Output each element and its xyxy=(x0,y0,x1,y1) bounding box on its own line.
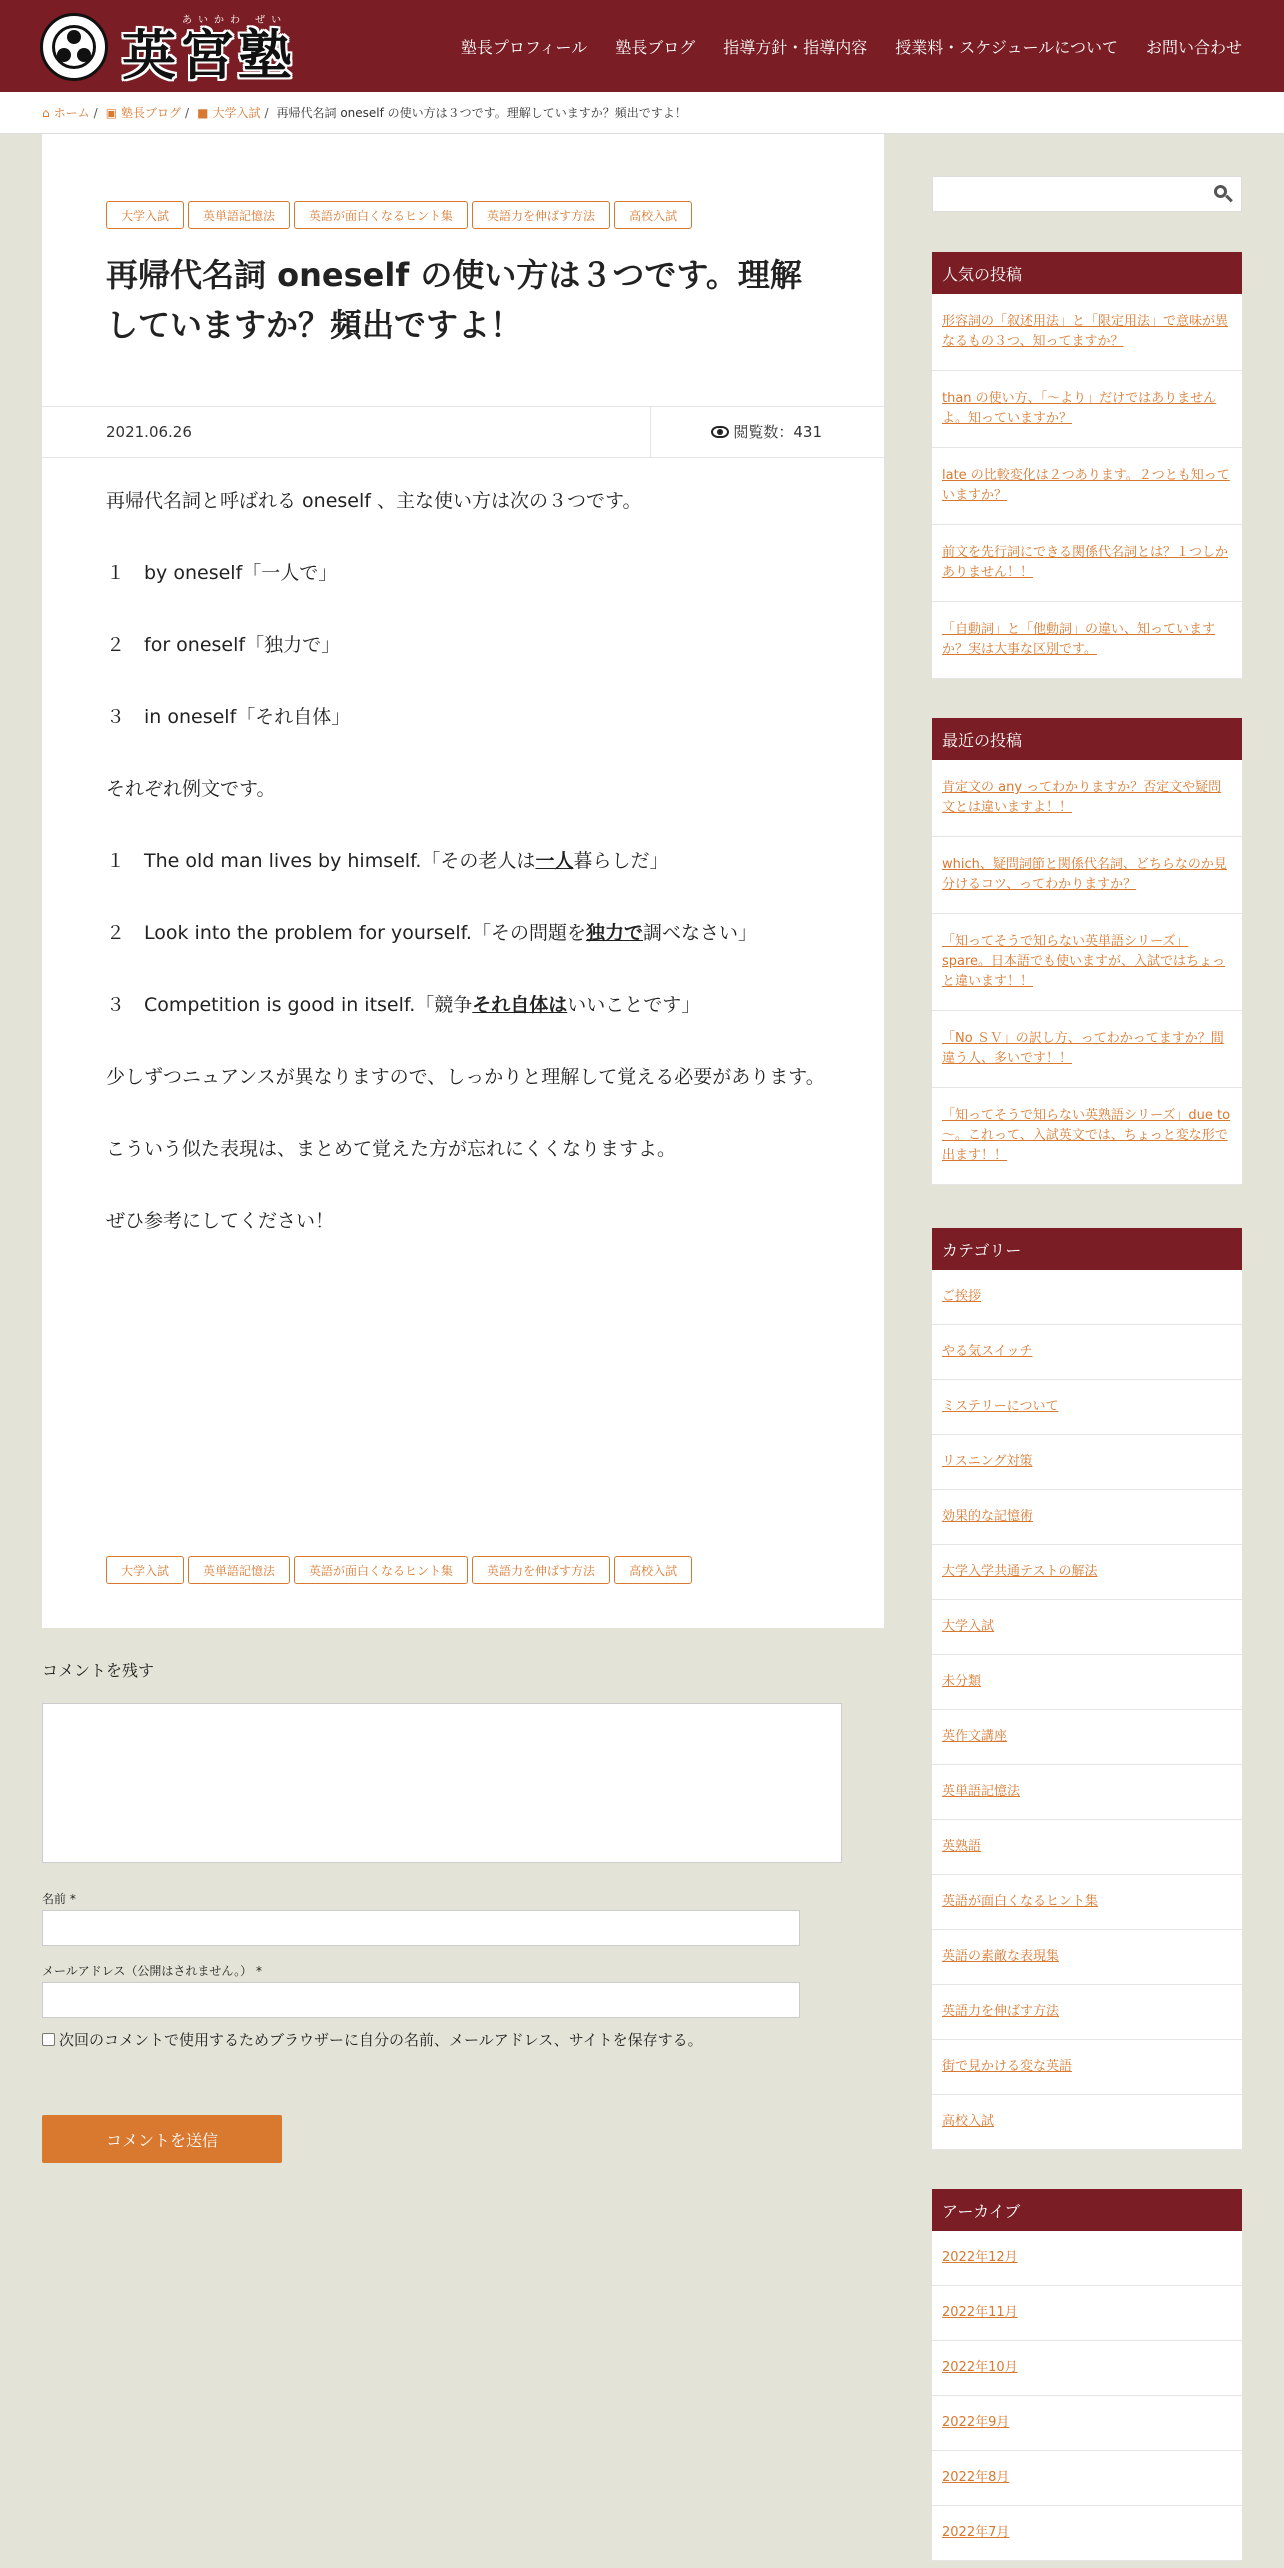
blog-icon: ▣ xyxy=(105,105,118,120)
list-item xyxy=(932,448,1242,525)
category-link[interactable]: 英語の素敵な表現集 xyxy=(942,1949,1060,1964)
widget-title: カテゴリー xyxy=(932,1228,1242,1270)
list-item xyxy=(932,525,1242,602)
post-meta xyxy=(42,406,884,458)
tag-link[interactable]: 高校入試 xyxy=(614,201,692,229)
recent-post-link[interactable]: which、疑問詞節と関係代名詞、どちらなのか見分けるコツ、ってわかりますか？ xyxy=(942,857,1227,892)
recent-posts-widget xyxy=(932,718,1242,1185)
list-item xyxy=(932,2396,1242,2451)
list-item xyxy=(932,2506,1242,2561)
use-item: １ by oneself「一人で」 xyxy=(106,562,338,584)
tag-link[interactable]: 英語が面白くなるヒント集 xyxy=(294,201,468,229)
archive-link[interactable]: 2022年12月 xyxy=(942,2250,1018,2265)
tag-link[interactable]: 高校入試 xyxy=(614,1556,692,1584)
tag-link[interactable]: 英語力を伸ばす方法 xyxy=(472,201,610,229)
list-item xyxy=(932,1875,1242,1930)
tag-link[interactable]: 大学入試 xyxy=(106,1556,184,1584)
site-logo[interactable] xyxy=(40,8,360,86)
list-item xyxy=(932,1270,1242,1325)
popular-post-link[interactable]: 「自動詞」と「他動詞」の違い、知っていますか？実は大事な区別です。 xyxy=(942,622,1216,657)
list-item xyxy=(932,2451,1242,2506)
email-label: メールアドレス（公開はされません。） * xyxy=(42,1964,262,1978)
archive-widget xyxy=(932,2189,1242,2561)
example-item: １ The old man lives by himself.「その老人は一人暮らしだ」 xyxy=(106,850,669,872)
tag-link[interactable]: 英単語記憶法 xyxy=(188,1556,290,1584)
list-item xyxy=(932,1765,1242,1820)
list-item xyxy=(932,1490,1242,1545)
breadcrumb-category[interactable]: ■ 大学入試 xyxy=(197,105,261,120)
nav-profile[interactable]: 塾長プロフィール xyxy=(460,37,588,57)
list-item xyxy=(932,1325,1242,1380)
breadcrumb-home[interactable]: ⌂ ホーム xyxy=(42,105,90,120)
post-paragraph: こういう似た表現は、まとめて覚えた方が忘れにくくなりますよ。 xyxy=(106,1138,677,1160)
recent-post-link[interactable]: 「知ってそうで知らない英単語シリーズ」spare。日本語でも使いますが、入試ではちょっと違います！！ xyxy=(942,934,1226,989)
category-link[interactable]: 高校入試 xyxy=(942,2114,995,2129)
nav-contact[interactable]: お問い合わせ xyxy=(1145,37,1242,57)
breadcrumb-blog[interactable]: ▣ 塾長ブログ xyxy=(105,105,182,120)
folder-icon: ■ xyxy=(197,105,209,120)
list-item xyxy=(932,760,1242,837)
post-paragraph: 少しずつニュアンスが異なりますので、しっかりと理解して覚える必要があります。 xyxy=(106,1066,825,1088)
list-item xyxy=(932,1545,1242,1600)
archive-link[interactable]: 2022年7月 xyxy=(942,2525,1010,2540)
category-link[interactable]: 大学入試 xyxy=(942,1619,995,1634)
view-count: 閲覧数：431 xyxy=(711,421,822,442)
list-item xyxy=(932,2286,1242,2341)
post-tags-bottom xyxy=(106,1556,692,1584)
list-item xyxy=(932,1930,1242,1985)
search-icon[interactable] xyxy=(1214,185,1232,203)
eye-icon xyxy=(711,426,729,438)
site-header xyxy=(0,0,1284,92)
breadcrumb-current: 再帰代名詞 oneself の使い方は３つです。理解していますか？頻出ですよ！ xyxy=(276,106,687,120)
list-item xyxy=(932,2095,1242,2150)
list-item xyxy=(932,1710,1242,1765)
popular-posts-widget xyxy=(932,252,1242,679)
post-article xyxy=(42,134,884,1628)
use-item: ２ for oneself「独力で」 xyxy=(106,634,341,656)
widget-title: アーカイブ xyxy=(932,2189,1242,2231)
cookie-consent xyxy=(42,2029,703,2050)
category-link[interactable]: 効果的な記憶術 xyxy=(942,1509,1034,1524)
tag-link[interactable]: 英単語記憶法 xyxy=(188,201,290,229)
example-item: ３ Competition is good in itself.「競争それ自体はいいことです」 xyxy=(106,994,701,1016)
category-link[interactable]: 英作文講座 xyxy=(942,1729,1008,1744)
recent-post-link[interactable]: 「No ＳＶ」の訳し方、ってわかってますか？間違う人、多いです！！ xyxy=(942,1031,1224,1066)
category-link[interactable]: リスニング対策 xyxy=(942,1454,1033,1469)
category-link[interactable]: 未分類 xyxy=(942,1674,982,1689)
logo-text: 英宮塾 xyxy=(122,22,296,87)
cookie-checkbox[interactable] xyxy=(42,2033,55,2046)
category-link[interactable]: 英単語記憶法 xyxy=(942,1784,1021,1799)
post-paragraph: ぜひ参考にしてください！ xyxy=(106,1210,335,1232)
widget-title: 人気の投稿 xyxy=(932,252,1242,294)
archive-link[interactable]: 2022年11月 xyxy=(942,2305,1018,2320)
tag-link[interactable]: 英語が面白くなるヒント集 xyxy=(294,1556,468,1584)
cookie-label: 次回のコメントで使用するためブラウザーに自分の名前、メールアドレス、サイトを保存する。 xyxy=(59,2031,703,2049)
logo-ruby: あいかわ ぜい xyxy=(182,14,288,26)
name-label: 名前 * xyxy=(42,1892,76,1906)
post-title: 再帰代名詞 oneself の使い方は３つです。理解していますか？頻出ですよ！ xyxy=(106,256,802,344)
list-item xyxy=(932,1820,1242,1875)
name-field[interactable] xyxy=(42,1910,800,1946)
list-item xyxy=(932,602,1242,679)
post-intro: 再帰代名詞と呼ばれる oneself 、主な使い方は次の３つです。 xyxy=(106,490,642,512)
family-crest-icon xyxy=(40,13,108,81)
comment-textarea[interactable] xyxy=(42,1703,842,1863)
recent-post-link[interactable]: 「知ってそうで知らない英熟語シリーズ」due to ～。これって、入試英文では、ちょっと変な形で出ます！！ xyxy=(942,1108,1231,1163)
list-item xyxy=(932,1600,1242,1655)
tag-link[interactable]: 英語力を伸ばす方法 xyxy=(472,1556,610,1584)
submit-comment-button[interactable]: コメントを送信 xyxy=(42,2115,282,2163)
examples-intro: それぞれ例文です。 xyxy=(106,778,276,800)
global-nav xyxy=(461,0,1242,92)
category-link[interactable]: やる気スイッチ xyxy=(942,1344,1033,1359)
category-link[interactable]: 英語力を伸ばす方法 xyxy=(942,2004,1060,2019)
post-body xyxy=(106,484,826,1276)
list-item xyxy=(932,1435,1242,1490)
category-link[interactable]: ミステリーについて xyxy=(942,1399,1059,1414)
list-item xyxy=(932,1380,1242,1435)
recent-post-link[interactable]: 肯定文の any ってわかりますか？否定文や疑問文とは違いますよ！！ xyxy=(942,780,1222,815)
list-item xyxy=(932,1088,1242,1185)
category-link[interactable]: 街で見かける変な英語 xyxy=(942,2059,1073,2074)
example-item: ２ Look into the problem for yourself.「その問題を独力で調べなさい」 xyxy=(106,922,757,944)
popular-post-link[interactable]: than の使い方、「～より」だけではありませんよ。知っていますか？ xyxy=(942,391,1217,426)
post-date: 2021.06.26 xyxy=(106,423,192,441)
list-item xyxy=(932,2040,1242,2095)
list-item xyxy=(932,2231,1242,2286)
list-item xyxy=(932,1655,1242,1710)
popular-post-link[interactable]: late の比較変化は２つあります。２つとも知っていますか？ xyxy=(942,468,1230,503)
nav-blog[interactable]: 塾長ブログ xyxy=(615,37,696,57)
post-tags-top xyxy=(106,201,692,229)
list-item xyxy=(932,371,1242,448)
list-item xyxy=(932,1985,1242,2040)
search-input[interactable] xyxy=(932,176,1242,212)
breadcrumb: ⌂ ホーム / ▣ 塾長ブログ / ■ 大学入試 / 再帰代名詞 oneself の使い方は３つです。理解していますか？頻出ですよ！ xyxy=(0,92,1284,134)
category-link[interactable]: 英熟語 xyxy=(942,1839,982,1854)
nav-fees-schedule[interactable]: 授業料・スケジュールについて xyxy=(895,37,1118,57)
email-field[interactable] xyxy=(42,1982,800,2018)
list-item xyxy=(932,294,1242,371)
category-link[interactable]: ご挨拶 xyxy=(942,1289,982,1304)
tag-link[interactable]: 大学入試 xyxy=(106,201,184,229)
category-link[interactable]: 英語が面白くなるヒント集 xyxy=(942,1894,1099,1909)
archive-link[interactable]: 2022年9月 xyxy=(942,2415,1010,2430)
list-item xyxy=(932,1011,1242,1088)
list-item xyxy=(932,837,1242,914)
archive-link[interactable]: 2022年8月 xyxy=(942,2470,1010,2485)
list-item xyxy=(932,914,1242,1011)
comment-heading: コメントを残す xyxy=(42,1661,155,1680)
use-item: ３ in oneself「それ自体」 xyxy=(106,706,351,728)
popular-post-link[interactable]: 前文を先行詞にできる関係代名詞とは？１つしかありません！！ xyxy=(942,545,1229,580)
widget-title: 最近の投稿 xyxy=(932,718,1242,760)
archive-link[interactable]: 2022年10月 xyxy=(942,2360,1018,2375)
popular-post-link[interactable]: 形容詞の「叙述用法」と「限定用法」で意味が異なるもの３つ、知ってますか？ xyxy=(942,314,1229,349)
category-link[interactable]: 大学入学共通テストの解法 xyxy=(942,1564,1098,1579)
list-item xyxy=(932,2341,1242,2396)
nav-policy[interactable]: 指導方針・指導内容 xyxy=(723,37,868,57)
category-widget xyxy=(932,1228,1242,2150)
home-icon: ⌂ xyxy=(42,105,50,120)
